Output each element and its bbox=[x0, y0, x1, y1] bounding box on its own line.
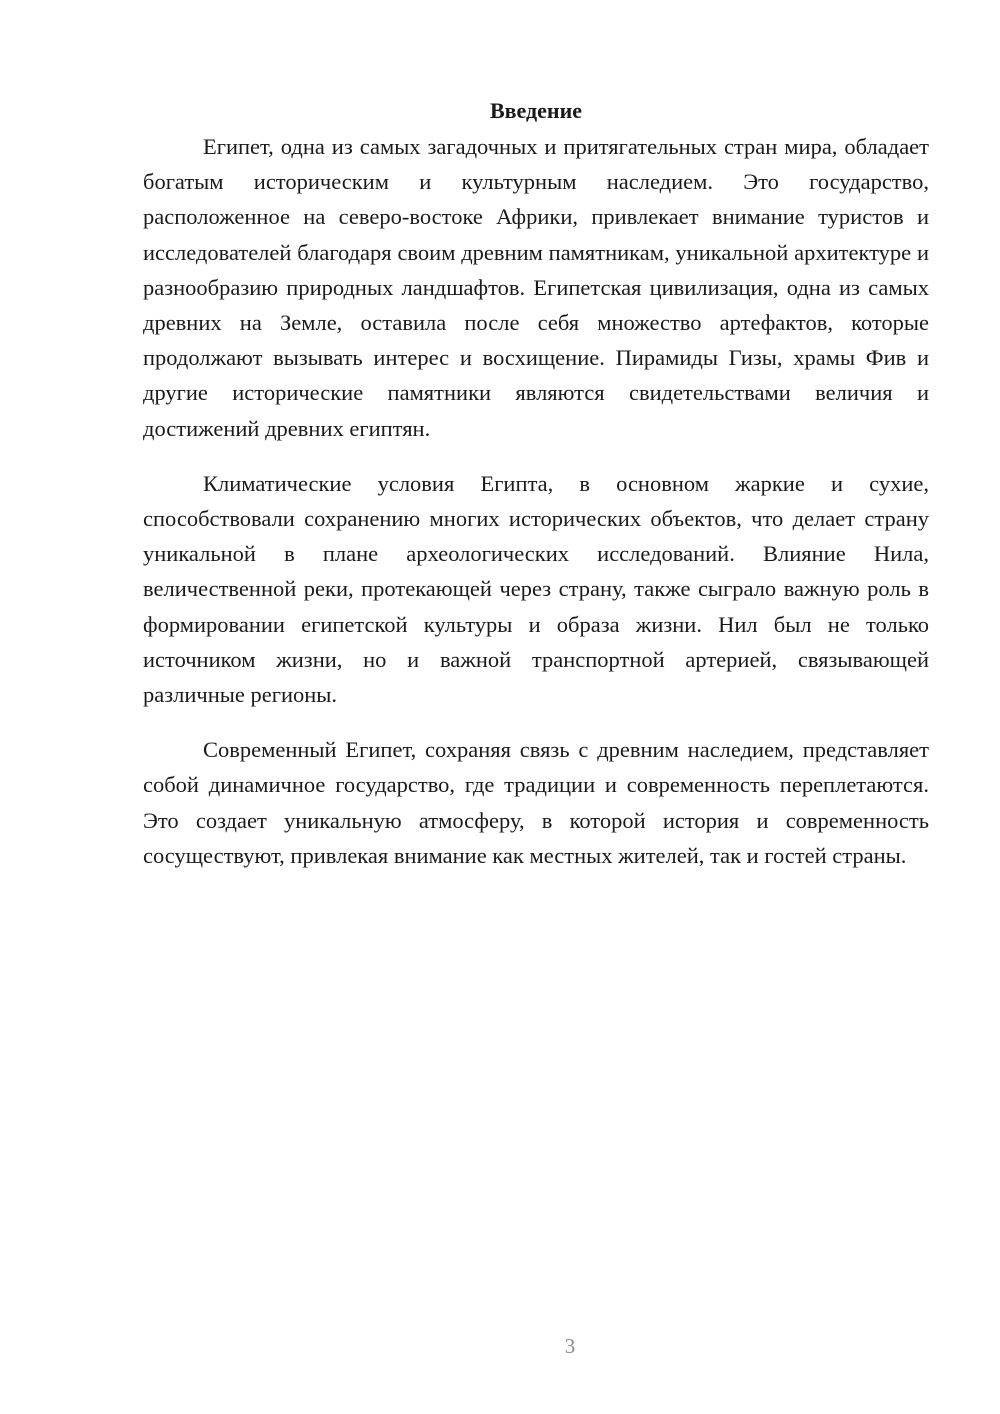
section-heading: Введение bbox=[489, 98, 583, 123]
paragraph-1: Египет, одна из самых загадочных и притягательных стран мира, обладает богатым историческим и культурным наследием. Это государство, расположенное на северо-востоке Африки, привлекает внимание туристов и исследователей благодаря своим древним памятникам, уникальной архитектуре и разнообразию природных ландшафтов. Египетская цивилизация, одна из самых древних на Земле, оставила после себя множество артефактов, которые продолжают вызывать интерес и восхищение. Пирамиды Гизы, храмы Фив и другие исторические памятники являются свидетельствами величия и достижений древних египтян. bbox=[143, 134, 929, 441]
paragraph-3: Современный Египет, сохраняя связь с древним наследием, представляет собой динамичное государство, где традиции и современность переплетаются. Это создает уникальную атмосферу, в которой история и современность сосуществуют, привлекая внимание как местных жителей, так и гостей страны. bbox=[143, 737, 929, 868]
document-body bbox=[143, 93, 929, 893]
page-number: 3 bbox=[564, 1334, 576, 1358]
paragraph-2: Климатические условия Египта, в основном жаркие и сухие, способствовали сохранению многих исторических объектов, что делает страну уникальной в плане археологических исследований. Влияние Нила, величественной реки, протекающей через страну, также сыграло важную роль в формировании египетской культуры и образа жизни. Нил был не только источником жизни, но и важной транспортной артерией, связывающей различные регионы. bbox=[143, 470, 929, 708]
